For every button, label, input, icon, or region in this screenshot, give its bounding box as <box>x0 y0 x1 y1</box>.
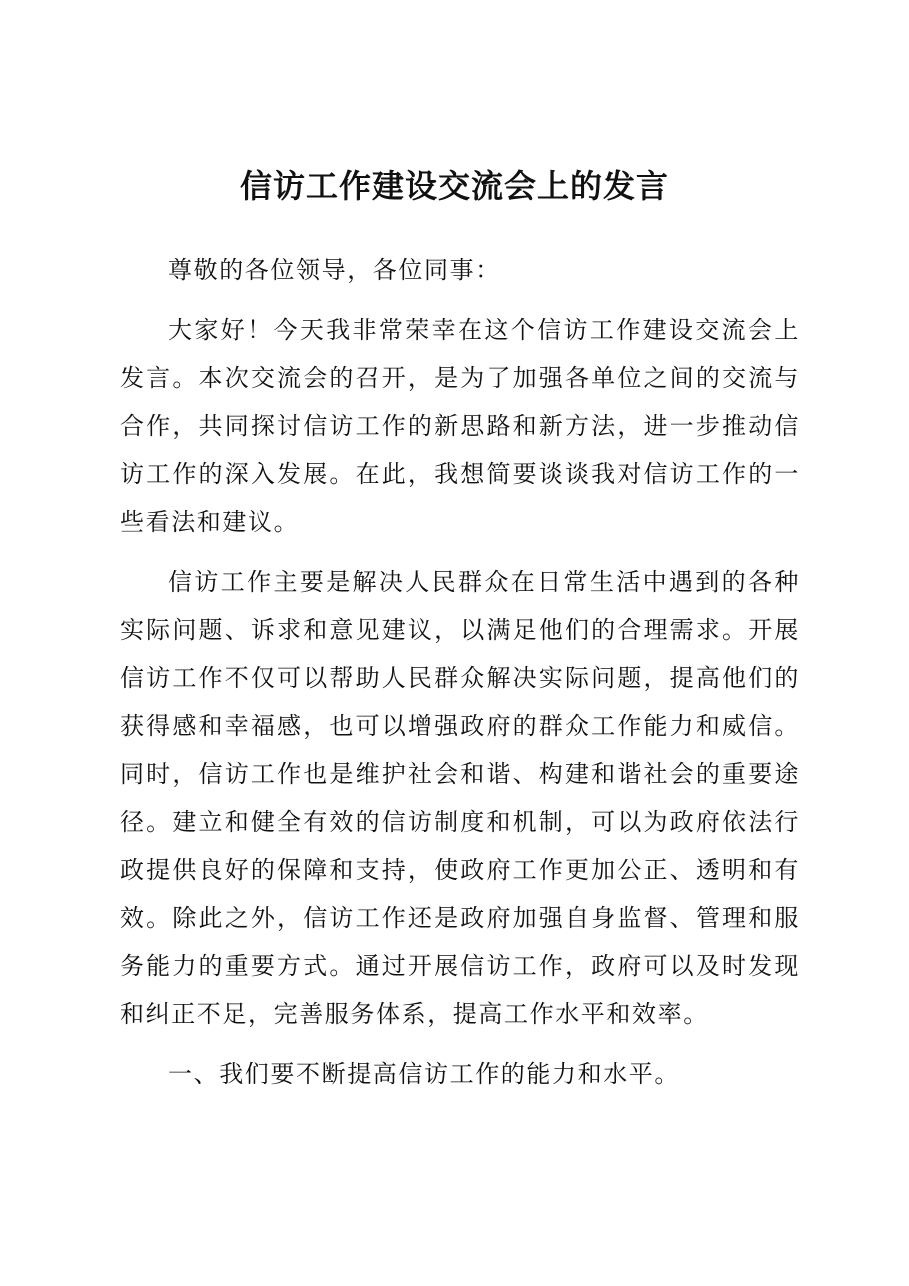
paragraph-intro: 大家好！今天我非常荣幸在这个信访工作建设交流会上发言。本次交流会的召开，是为了加强各单位之间的交流与合作，共同探讨信访工作的新思路和新方法，进一步推动信访工作的深入发展。在此，我想简要谈谈我对信访工作的一些看法和建议。 <box>120 316 800 536</box>
document-title: 信访工作建设交流会上的发言 <box>239 167 669 205</box>
document-body <box>120 246 800 1098</box>
paragraph-significance: 信访工作主要是解决人民群众在日常生活中遇到的各种实际问题、诉求和意见建议，以满足他们的合理需求。开展信访工作不仅可以帮助人民群众解决实际问题，提高他们的获得感和幸福感，也可以增强政府的群众工作能力和威信。同时，信访工作也是维护社会和谐、构建和谐社会的重要途径。建立和健全有效的信访制度和机制，可以为政府依法行政提供良好的保障和支持，使政府工作更加公正、透明和有效。除此之外，信访工作还是政府加强自身监督、管理和服务能力的重要方式。通过开展信访工作，政府可以及时发现和纠正不足，完善服务体系，提高工作水平和效率。 <box>120 568 800 1028</box>
section-heading-one: 一、我们要不断提高信访工作的能力和水平。 <box>168 1060 680 1088</box>
salutation: 尊敬的各位领导，各位同事： <box>168 256 501 284</box>
